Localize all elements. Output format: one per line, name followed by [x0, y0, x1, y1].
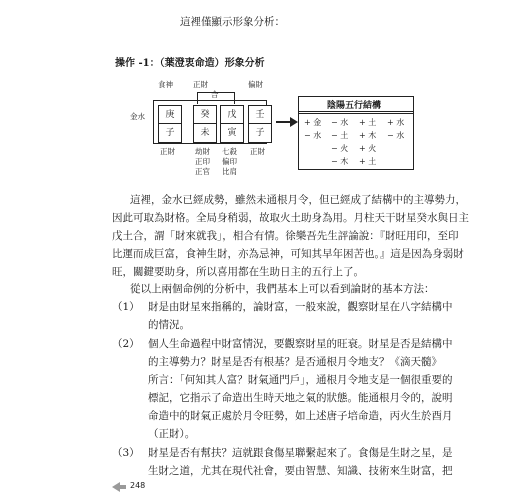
result-cell: + 金	[304, 118, 322, 127]
item-number: （2）	[112, 338, 140, 350]
stem-cell: 壬	[248, 105, 272, 125]
item-line: 財是由財星來指稱的，論財富，一般來說，觀察財星在八字結構中	[148, 301, 453, 313]
top-label: 偏財	[248, 80, 263, 89]
stem-cell: 庚	[158, 105, 182, 125]
bottom-label: 比肩	[222, 167, 237, 176]
branch-cell: 子	[158, 123, 182, 143]
paragraph-line: 戊土合，謂「財來就我」，相合有情。徐樂吾先生評論說：『財旺用印，至印	[112, 230, 459, 242]
paragraph-line: 因此可取為財格。全局身稍弱，故取火土助身為用。月柱天干財星癸水與日主	[112, 212, 469, 224]
result-cell: + 土	[359, 157, 377, 166]
branch-cell: 子	[248, 123, 272, 143]
bottom-label: 正官	[195, 167, 210, 176]
operation-title: 操作 -1：（葉澄衷命造）形象分析	[115, 58, 265, 69]
item-line: 標記，它指示了命造出生時天地之氣的狀態。能通根月令的，說明	[148, 392, 453, 404]
item-line: 個人生命過程中財富情況，要觀察財星的旺衰。財星是否是結構中	[148, 338, 453, 350]
result-cell: − 土	[331, 131, 349, 140]
bottom-label: 正財	[250, 147, 265, 156]
result-cell: − 火	[331, 144, 349, 153]
paragraph-line: 旺，關鍵要助身，所以喜用都在生助日主的五行上了。	[112, 266, 364, 278]
result-cell: − 水	[304, 131, 322, 140]
intro-line: 這裡僅顯示形象分析：	[180, 16, 285, 28]
bottom-label: 偏印	[222, 157, 237, 166]
top-label: 正財	[193, 80, 208, 89]
item-line: （正財）。	[148, 428, 196, 440]
paragraph-line: 這裡，金水已經成勢，雖然未通根月令，但已經成了結構中的主導勢力，	[130, 194, 466, 206]
bottom-label: 正印	[195, 157, 210, 166]
item-line: 命造中的財氣正處於月令旺勢，如上述唐子培命造，丙火生於酉月	[148, 410, 453, 422]
item-line: 生財之道，尤其在現代社會，要由智慧、知識、技術來生財富，把	[148, 465, 453, 477]
item-line: 財星是否有幫扶？這就跟食傷星聯繫起來了。食傷是生財之星，是	[148, 447, 453, 459]
item-line: 的主導勢力？財星是否有根基？是否通根月令地支？《滴天髓》	[148, 356, 442, 368]
result-cell: + 土	[359, 118, 377, 127]
item-number: （1）	[112, 301, 140, 313]
result-cell: − 水	[331, 118, 349, 127]
item-line: 所言：「何知其人富？財氣通門戶」，通根月令地支是一個很重要的	[148, 374, 453, 386]
result-cell: − 水	[387, 131, 405, 140]
result-cell: − 木	[331, 157, 349, 166]
stem-cell: 戊	[220, 105, 244, 125]
item-line: 的情況。	[148, 319, 190, 331]
page-marker-icon	[112, 482, 120, 492]
lead-line: 從以上兩個命例的分析中，我們基本上可以看到論財的基本方法：	[130, 283, 435, 295]
left-label: 金水	[130, 112, 145, 121]
result-table	[298, 96, 414, 170]
result-title: 陰陽五行結構	[327, 101, 382, 111]
he-label: 合	[211, 90, 219, 99]
bottom-label: 劫財	[195, 147, 210, 156]
result-cell: + 火	[359, 144, 377, 153]
bottom-label: 正財	[160, 147, 175, 156]
branch-cell: 寅	[220, 123, 244, 143]
page-number: 248	[130, 481, 146, 490]
page-marker-bar	[120, 485, 126, 489]
item-number: （3）	[112, 447, 140, 459]
result-cell: + 木	[359, 131, 377, 140]
arrow-head-icon	[290, 117, 298, 127]
bottom-label: 七殺	[222, 147, 237, 156]
branch-cell: 未	[193, 123, 217, 143]
result-cell: + 水	[387, 118, 405, 127]
paragraph-line: 比運而成巨富，食神生財，亦為忌神，可知其早年困苦也。』這是因為身弱財	[112, 248, 464, 260]
top-label: 食神	[158, 80, 173, 89]
stem-cell: 癸	[193, 105, 217, 125]
